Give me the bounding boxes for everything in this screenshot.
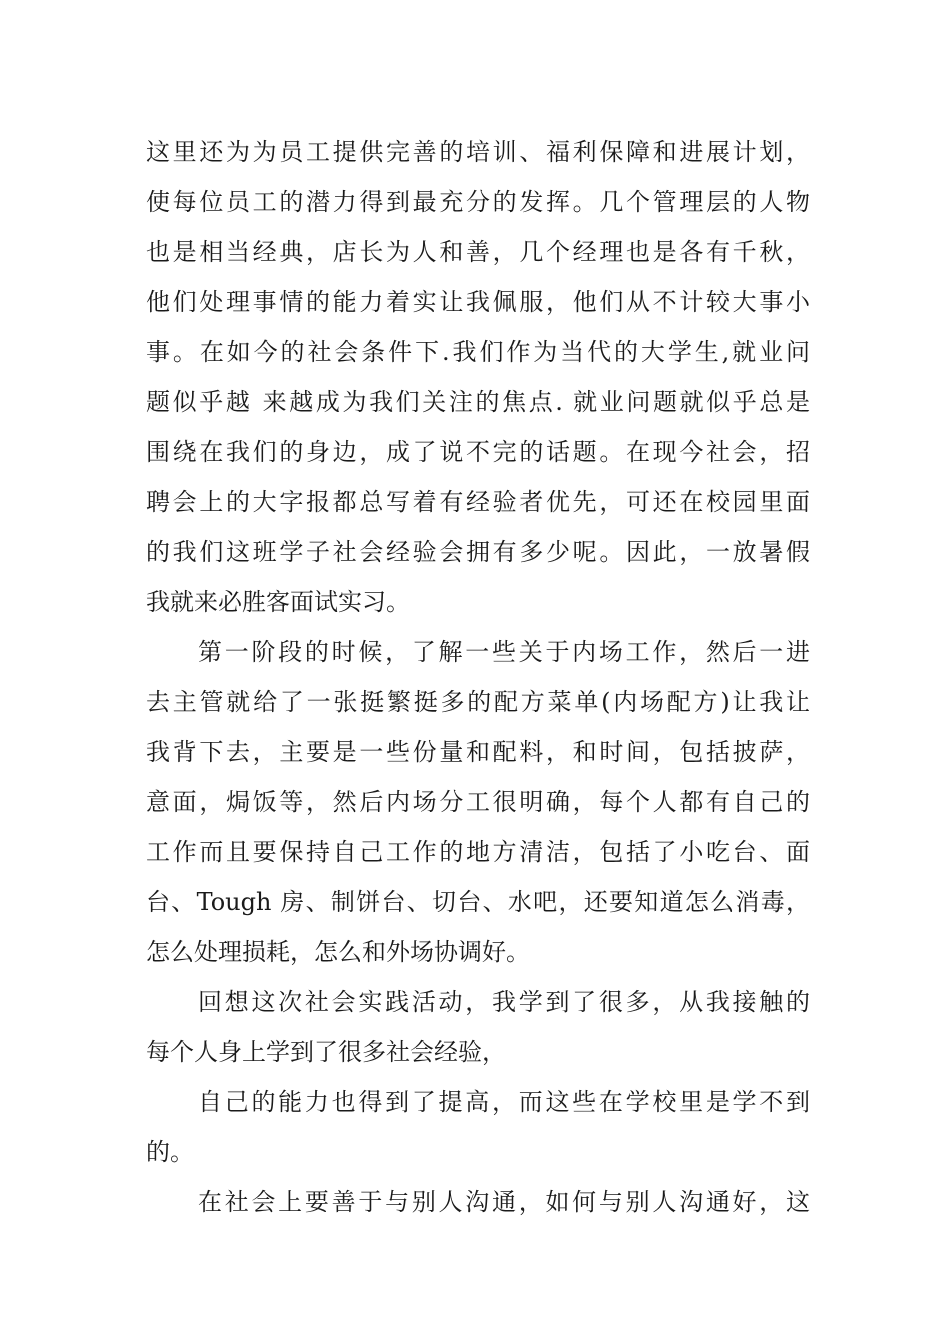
text-line: 聘会上的大字报都总写着有经验者优先，可还在校园里面 [146,488,810,516]
text-line: 使每位员工的潜力得到最充分的发挥。几个管理层的人物 [146,188,810,216]
text-line: 的我们这班学子社会经验会拥有多少呢。因此，一放暑假 [146,538,810,566]
text-line: 题似乎越 来越成为我们关注的焦点. 就业问题就似乎总是 [146,388,810,416]
text-line: 事。在如今的社会条件下.我们作为当代的大学生,就业问 [146,338,810,366]
text-line: 怎么处理损耗，怎么和外场协调好。 [146,938,530,966]
text-line: 每个人身上学到了很多社会经验， [146,1038,506,1066]
paragraph-first-line: 在社会上要善于与别人沟通，如何与别人沟通好，这 [198,1188,810,1216]
text-line: 也是相当经典，店长为人和善，几个经理也是各有千秋， [146,238,810,266]
text-line: 我就来必胜客面试实习。 [146,588,410,616]
paragraph-first-line: 回想这次社会实践活动，我学到了很多，从我接触的 [198,988,810,1016]
text-line: 意面，焗饭等，然后内场分工很明确，每个人都有自己的 [146,788,810,816]
paragraph-first-line: 第一阶段的时候，了解一些关于内场工作，然后一进 [198,638,810,666]
document-body [146,127,810,1227]
paragraph-first-line: 自己的能力也得到了提高，而这些在学校里是学不到 [198,1088,810,1116]
text-line: 我背下去，主要是一些份量和配料，和时间，包括披萨， [146,738,810,766]
text-line: 的。 [146,1138,194,1166]
text-line: 工作而且要保持自己工作的地方清洁，包括了小吃台、面 [146,838,810,866]
text-line: 台、Tough 房、制饼台、切台、水吧，还要知道怎么消毒， [146,888,810,916]
text-line: 这里还为为员工提供完善的培训、福利保障和进展计划， [146,138,810,166]
text-line: 他们处理事情的能力着实让我佩服，他们从不计较大事小 [146,288,810,316]
text-line: 围绕在我们的身边，成了说不完的话题。在现今社会，招 [146,438,810,466]
text-line: 去主管就给了一张挺繁挺多的配方菜单(内场配方)让我让 [146,688,810,716]
